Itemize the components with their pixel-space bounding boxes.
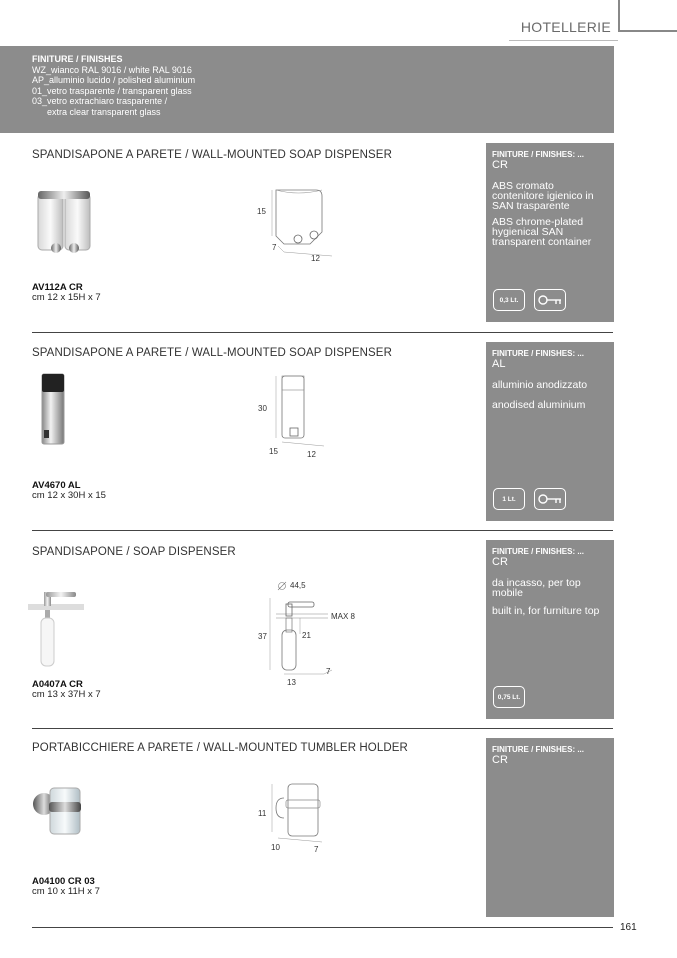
finish-code: CR [492,556,508,568]
corner-mark-horizontal [618,30,677,32]
product-title: SPANDISAPONE A PARETE / WALL-MOUNTED SOAP DISPENSER [32,347,392,359]
drawing-dim-depth: 7 [326,667,331,676]
technical-drawing-a0407a [262,578,360,682]
finish-desc-en: built in, for furniture top [492,605,600,617]
product-code: AV4670 AL [32,480,81,491]
key-icon [537,493,563,505]
key-lock-badge [534,488,566,510]
product-photo-a0407a [28,588,86,670]
drawing-dim-height: 15 [257,207,266,216]
product-dimensions: cm 12 x 30H x 15 [32,490,106,501]
drawing-dim-width: 12 [307,450,316,459]
corner-mark-vertical [618,0,620,32]
header-rule [509,40,618,41]
product-code: A0407A CR [32,679,83,690]
finish-desc-en: anodised aluminium [492,399,586,411]
finishes-legend-line: WZ_wianco RAL 9016 / white RAL 9016 [32,64,192,75]
product-dimensions: cm 13 x 37H x 7 [32,689,101,700]
finishes-legend-line: extra clear transparent glass [47,106,161,117]
product-title: SPANDISAPONE A PARETE / WALL-MOUNTED SOAP DISPENSER [32,149,392,161]
drawing-dim-depth: 15 [269,447,278,456]
drawing-dim-height: 30 [258,404,267,413]
section-title: HOTELLERIE [520,19,611,35]
finish-panel-title: FINITURE / FINISHES: ... [492,349,585,358]
finish-panel-title: FINITURE / FINISHES: ... [492,547,585,556]
drawing-dim-depth: 7 [314,845,319,854]
finishes-legend-line: 03_vetro extrachiaro trasparente / [32,96,168,106]
finish-code: AL [492,358,506,370]
section-divider [32,332,613,333]
product-dimensions: cm 12 x 15H x 7 [32,292,101,303]
drawing-dim-height: 11 [258,809,267,818]
finishes-legend-line: 01_vetro trasparente / transparent glass [32,85,192,96]
finishes-legend [0,46,614,133]
finishes-legend-title: FINITURE / FINISHES [32,54,123,64]
technical-drawing-av4670 [268,372,332,456]
product-title: PORTABICCHIERE A PARETE / WALL-MOUNTED TUMBLER HOLDER [32,742,408,754]
drawing-dim-height: 37 [258,632,267,641]
finish-panel-title: FINITURE / FINISHES: ... [492,745,585,754]
product-title: SPANDISAPONE / SOAP DISPENSER [32,546,236,558]
technical-drawing-a04100 [270,776,332,848]
finish-code: CR [492,754,508,766]
section-divider [32,530,613,531]
drawing-dim-width: 10 [271,843,280,852]
page-number: 161 [620,922,637,933]
key-icon [537,294,563,306]
product-photo-av112a [34,188,96,258]
drawing-dim-depth: 7 [272,243,277,252]
product-dimensions: cm 10 x 11H x 7 [32,886,100,897]
finishes-legend-line: AP_alluminio lucido / polished aluminium [32,75,196,85]
finish-desc-it: alluminio anodizzato [492,379,588,391]
key-lock-badge [534,289,566,311]
technical-drawing-av112a [252,180,338,266]
finish-desc-it: da incasso, per top mobile [492,577,581,599]
drawing-dim-width: 13 [287,678,296,687]
section-divider [32,728,613,729]
capacity-badge: 0,75 Lt. [493,686,525,708]
drawing-dim-inner: 21 [302,631,311,640]
footer-rule [32,927,613,928]
product-photo-a04100 [30,774,88,840]
capacity-badge: 0,3 Lt. [493,289,525,311]
drawing-dim-width: 12 [311,254,320,263]
capacity-badge: 1 Lt. [493,488,525,510]
finish-panel [486,738,614,917]
finish-desc-en: ABS chrome-plated hygienical SAN transparent container [492,216,592,248]
product-code: A04100 CR 03 [32,876,95,887]
finish-panel-title: FINITURE / FINISHES: ... [492,150,585,159]
product-photo-av4670 [38,372,68,448]
finish-code: CR [492,159,508,171]
drawing-dim-diameter: 44,5 [290,581,306,590]
drawing-dim-max: MAX 8 [331,612,356,621]
finish-desc-it: ABS cromato contenitore igienico in SAN trasparente [492,180,594,212]
product-code: AV112A CR [32,282,83,293]
